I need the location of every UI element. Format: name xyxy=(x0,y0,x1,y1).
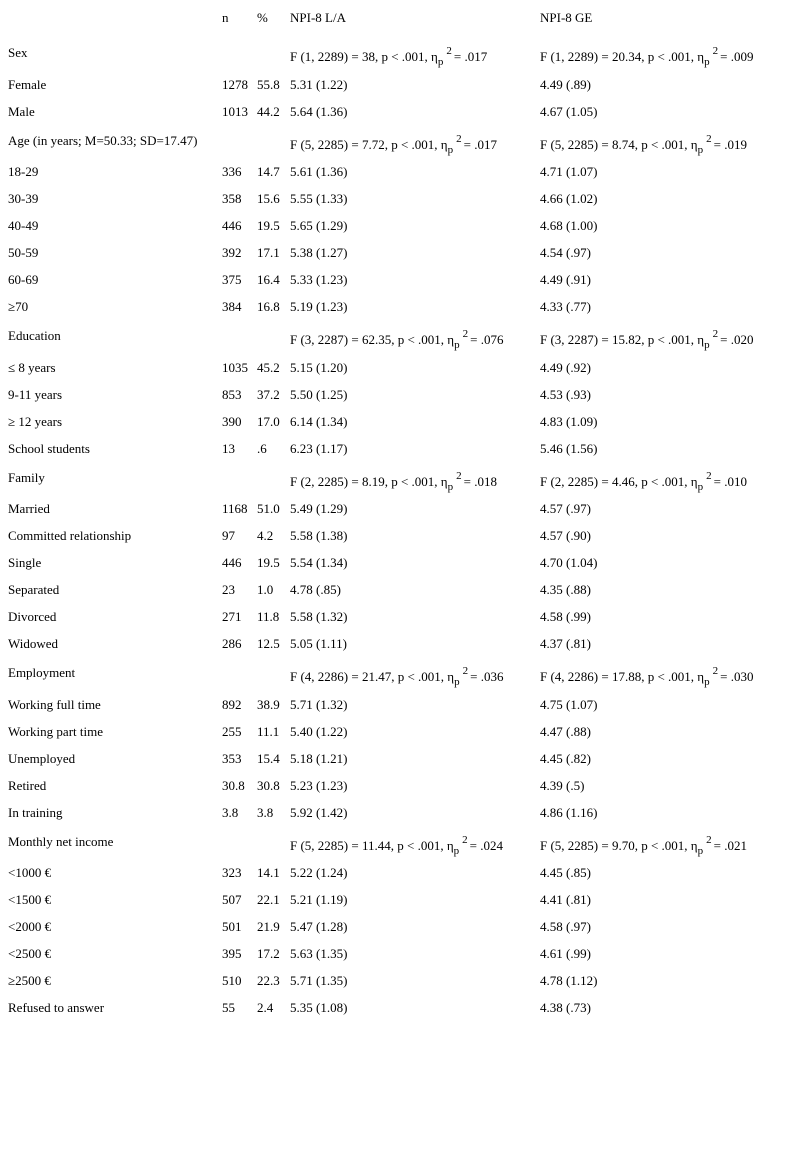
row-la-mean-sd: 5.35 (1.08) xyxy=(290,1000,348,1015)
row-label: <1500 € xyxy=(8,892,52,907)
row-la-mean-sd: 5.47 (1.28) xyxy=(290,919,348,934)
row-ge-mean-sd: 4.54 (.97) xyxy=(540,245,591,260)
row-ge-mean-sd: 4.83 (1.09) xyxy=(540,413,598,429)
row-la-mean-sd: 5.38 (1.27) xyxy=(290,245,348,260)
table-row xyxy=(0,768,791,795)
row-ge-mean-sd: 4.66 (1.02) xyxy=(540,191,598,206)
row-ge-mean-sd: 4.45 (.85) xyxy=(540,865,591,880)
ge-anova-stat xyxy=(540,328,753,351)
stat-value: = .076 xyxy=(470,332,504,347)
row-n: 286 xyxy=(222,636,242,651)
row-percent: 11.1 xyxy=(257,723,280,739)
table-row xyxy=(0,909,791,936)
stat-text: F (5, 2285) = 8.74, p < .001, η xyxy=(540,136,698,152)
stat-superscript: 2 xyxy=(446,45,452,57)
row-n: 358 xyxy=(222,191,242,206)
group-header-row xyxy=(0,121,791,155)
row-label: ≥70 xyxy=(8,299,29,314)
table-row xyxy=(0,404,791,431)
row-percent: 38.9 xyxy=(257,696,280,712)
row-percent: 17.2 xyxy=(257,946,280,961)
table-body xyxy=(0,33,791,1017)
row-la-mean-sd: 5.71 (1.35) xyxy=(290,973,348,988)
row-n: 853 xyxy=(222,386,242,402)
table-row xyxy=(0,795,791,822)
stat-subscript: p xyxy=(447,480,454,493)
row-label: Retired xyxy=(8,777,47,793)
stat-superscript: 2 xyxy=(712,45,719,57)
header-npi8-la: NPI-8 L/A xyxy=(290,10,346,25)
row-n: 13 xyxy=(222,440,235,456)
table-row xyxy=(0,990,791,1017)
stat-text: F (3, 2287) = 62.35, p < .001, η xyxy=(290,332,455,347)
la-anova-stat xyxy=(290,45,487,68)
stat-subscript: p xyxy=(454,676,460,688)
row-percent: 19.5 xyxy=(257,555,280,570)
group-header-row xyxy=(0,33,791,67)
stat-superscript: 2 xyxy=(462,328,469,340)
row-n: 30.8 xyxy=(222,777,245,793)
row-n: 323 xyxy=(222,865,242,880)
stat-text: F (2, 2285) = 4.46, p < .001, η xyxy=(540,473,698,489)
group-header-row xyxy=(0,822,791,856)
row-ge-mean-sd: 4.71 (1.07) xyxy=(540,164,598,179)
row-percent: 45.2 xyxy=(257,359,280,375)
row-n: 395 xyxy=(222,946,242,961)
stat-subscript: p xyxy=(697,143,704,156)
row-ge-mean-sd: 4.41 (.81) xyxy=(540,892,591,907)
row-percent: 51.0 xyxy=(257,501,280,516)
stat-text: F (4, 2286) = 21.47, p < .001, η xyxy=(290,669,455,684)
table-row xyxy=(0,855,791,882)
row-label: School students xyxy=(8,440,90,456)
row-la-mean-sd: 5.63 (1.35) xyxy=(290,946,348,961)
table-row xyxy=(0,262,791,289)
row-ge-mean-sd: 4.68 (1.00) xyxy=(540,218,598,233)
group-header-row xyxy=(0,458,791,492)
row-label: ≥ 12 years xyxy=(8,413,63,429)
stat-value: = .018 xyxy=(463,473,497,489)
row-n: 1168 xyxy=(222,501,248,516)
row-label: Married xyxy=(8,501,50,516)
row-ge-mean-sd: 4.86 (1.16) xyxy=(540,804,598,820)
row-label: Working full time xyxy=(8,696,101,712)
row-ge-mean-sd: 4.38 (.73) xyxy=(540,1000,591,1015)
row-la-mean-sd: 5.65 (1.29) xyxy=(290,218,348,233)
group-label: Age (in years; M=50.33; SD=17.47) xyxy=(8,132,198,148)
row-la-mean-sd: 5.19 (1.23) xyxy=(290,299,348,314)
row-label: Separated xyxy=(8,582,60,597)
row-ge-mean-sd: 4.75 (1.07) xyxy=(540,696,598,712)
stat-value: = .010 xyxy=(713,473,747,489)
row-percent: 4.2 xyxy=(257,528,274,543)
table-row xyxy=(0,963,791,990)
row-n: 271 xyxy=(222,609,242,624)
table-row xyxy=(0,289,791,316)
stat-subscript: p xyxy=(697,480,704,493)
row-label: Committed relationship xyxy=(8,528,132,543)
table-row xyxy=(0,626,791,653)
row-label: 60-69 xyxy=(8,272,39,287)
stat-superscript: 2 xyxy=(456,132,462,145)
stat-text: F (5, 2285) = 7.72, p < .001, η xyxy=(290,136,448,152)
row-percent: 16.8 xyxy=(257,299,280,314)
group-label: Sex xyxy=(8,45,28,60)
row-percent: 2.4 xyxy=(257,1000,274,1015)
row-n: 501 xyxy=(222,919,242,934)
row-n: 1035 xyxy=(222,359,248,375)
table-row xyxy=(0,377,791,404)
table-header-row xyxy=(0,0,791,33)
row-ge-mean-sd: 4.45 (.82) xyxy=(540,750,591,766)
row-ge-mean-sd: 4.49 (.92) xyxy=(540,359,591,375)
row-percent: 30.8 xyxy=(257,777,280,793)
row-n: 1278 xyxy=(222,76,248,92)
row-label: 18-29 xyxy=(8,164,39,179)
stat-value: = .020 xyxy=(720,332,754,347)
row-la-mean-sd: 5.21 (1.19) xyxy=(290,892,348,907)
row-n: 446 xyxy=(222,218,242,233)
stat-superscript: 2 xyxy=(706,132,712,145)
row-label: 9-11 years xyxy=(8,386,63,402)
row-la-mean-sd: 5.33 (1.23) xyxy=(290,272,348,287)
row-n: 390 xyxy=(222,413,242,429)
header-n: n xyxy=(222,10,229,25)
table-row xyxy=(0,181,791,208)
table-row xyxy=(0,741,791,768)
row-label: <2500 € xyxy=(8,946,52,961)
row-label: Working part time xyxy=(8,723,103,739)
row-n: 336 xyxy=(222,164,242,179)
row-n: 375 xyxy=(222,272,242,287)
row-percent: 22.1 xyxy=(257,892,280,907)
row-label: Male xyxy=(8,103,35,119)
stat-superscript: 2 xyxy=(456,469,462,482)
row-ge-mean-sd: 4.61 (.99) xyxy=(540,946,591,961)
stat-value: = .009 xyxy=(720,49,754,64)
group-label: Family xyxy=(8,469,45,485)
row-ge-mean-sd: 4.49 (.91) xyxy=(540,272,591,287)
la-anova-stat xyxy=(290,133,497,156)
stat-value: = .019 xyxy=(713,136,747,152)
row-label: Female xyxy=(8,76,47,92)
table-row xyxy=(0,936,791,963)
stat-text: F (5, 2285) = 11.44, p < .001, η xyxy=(290,837,454,853)
row-n: 97 xyxy=(222,528,235,543)
stat-text: F (3, 2287) = 15.82, p < .001, η xyxy=(540,332,705,347)
ge-anova-stat xyxy=(540,470,747,493)
row-ge-mean-sd: 4.35 (.88) xyxy=(540,582,591,597)
row-ge-mean-sd: 4.53 (.93) xyxy=(540,386,591,402)
row-la-mean-sd: 5.31 (1.22) xyxy=(290,76,348,92)
row-la-mean-sd: 6.14 (1.34) xyxy=(290,413,348,429)
row-label: Refused to answer xyxy=(8,1000,105,1015)
table-row xyxy=(0,350,791,377)
row-percent: 44.2 xyxy=(257,103,280,119)
row-ge-mean-sd: 4.57 (.97) xyxy=(540,501,591,516)
stat-text: F (2, 2285) = 8.19, p < .001, η xyxy=(290,473,448,489)
stat-superscript: 2 xyxy=(462,833,468,846)
stat-superscript: 2 xyxy=(712,665,719,677)
row-n: 392 xyxy=(222,245,242,260)
row-ge-mean-sd: 4.39 (.5) xyxy=(540,777,585,793)
row-n: 446 xyxy=(222,555,242,570)
stat-value: = .024 xyxy=(469,837,503,853)
ge-anova-stat xyxy=(540,45,753,68)
stat-superscript: 2 xyxy=(706,469,712,482)
stat-subscript: p xyxy=(704,676,710,688)
row-ge-mean-sd: 4.57 (.90) xyxy=(540,528,591,543)
group-label: Monthly net income xyxy=(8,833,114,849)
table-row xyxy=(0,687,791,714)
row-la-mean-sd: 5.55 (1.33) xyxy=(290,191,348,206)
row-percent: .6 xyxy=(257,440,267,456)
group-header-row xyxy=(0,316,791,350)
row-la-mean-sd: 4.78 (.85) xyxy=(290,582,341,597)
stat-value: = .017 xyxy=(453,49,488,64)
row-n: 353 xyxy=(222,750,242,766)
stat-superscript: 2 xyxy=(706,833,712,846)
row-percent: 12.5 xyxy=(257,636,280,651)
stat-subscript: p xyxy=(697,844,704,857)
row-la-mean-sd: 5.22 (1.24) xyxy=(290,865,348,880)
table-row xyxy=(0,431,791,458)
header-npi8-ge: NPI-8 GE xyxy=(540,10,593,25)
stat-text: F (1, 2289) = 20.34, p < .001, η xyxy=(540,49,705,64)
table-row xyxy=(0,94,791,121)
table-row xyxy=(0,882,791,909)
row-label: <2000 € xyxy=(8,919,52,934)
table-row xyxy=(0,599,791,626)
row-ge-mean-sd: 4.33 (.77) xyxy=(540,299,591,314)
row-label: In training xyxy=(8,804,63,820)
stat-superscript: 2 xyxy=(712,328,719,340)
stat-subscript: p xyxy=(453,844,460,857)
row-ge-mean-sd: 4.37 (.81) xyxy=(540,636,591,651)
row-percent: 17.0 xyxy=(257,413,280,429)
row-la-mean-sd: 5.58 (1.32) xyxy=(290,609,348,624)
row-ge-mean-sd: 5.46 (1.56) xyxy=(540,440,598,456)
row-n: 255 xyxy=(222,723,242,739)
table-row xyxy=(0,67,791,94)
group-label: Education xyxy=(8,328,61,343)
row-n: 3.8 xyxy=(222,804,239,820)
row-label: Single xyxy=(8,555,42,570)
row-label: ≥2500 € xyxy=(8,973,51,988)
row-la-mean-sd: 5.49 (1.29) xyxy=(290,501,348,516)
header-percent: % xyxy=(257,10,268,25)
row-n: 510 xyxy=(222,973,242,988)
la-anova-stat xyxy=(290,328,503,351)
row-la-mean-sd: 5.64 (1.36) xyxy=(290,103,348,119)
row-ge-mean-sd: 4.58 (.99) xyxy=(540,609,591,624)
row-percent: 1.0 xyxy=(257,582,274,597)
row-n: 1013 xyxy=(222,103,248,119)
row-percent: 19.5 xyxy=(257,218,280,233)
row-ge-mean-sd: 4.49 (.89) xyxy=(540,76,591,92)
stat-subscript: p xyxy=(454,339,460,351)
stat-value: = .017 xyxy=(463,136,497,152)
table-row xyxy=(0,545,791,572)
row-ge-mean-sd: 4.47 (.88) xyxy=(540,723,591,739)
stat-value: = .030 xyxy=(720,669,754,684)
table-row xyxy=(0,154,791,181)
row-label: ≤ 8 years xyxy=(8,359,56,375)
row-ge-mean-sd: 4.78 (1.12) xyxy=(540,973,598,988)
row-percent: 55.8 xyxy=(257,76,280,92)
la-anova-stat xyxy=(290,834,503,857)
table-row xyxy=(0,208,791,235)
row-label: 30-39 xyxy=(8,191,39,206)
row-ge-mean-sd: 4.67 (1.05) xyxy=(540,103,598,119)
row-la-mean-sd: 5.18 (1.21) xyxy=(290,750,348,766)
row-ge-mean-sd: 4.58 (.97) xyxy=(540,919,591,934)
row-la-mean-sd: 5.05 (1.11) xyxy=(290,636,347,651)
row-la-mean-sd: 5.15 (1.20) xyxy=(290,359,348,375)
row-percent: 15.6 xyxy=(257,191,280,206)
row-percent: 22.3 xyxy=(257,973,280,988)
stat-text: F (1, 2289) = 38, p < .001, η xyxy=(290,49,438,64)
row-la-mean-sd: 5.58 (1.38) xyxy=(290,528,348,543)
table-row xyxy=(0,491,791,518)
row-percent: 14.1 xyxy=(257,865,280,880)
row-label: Widowed xyxy=(8,636,59,651)
row-percent: 17.1 xyxy=(257,245,280,260)
row-label: 50-59 xyxy=(8,245,39,260)
row-label: Divorced xyxy=(8,609,57,624)
stat-text: F (4, 2286) = 17.88, p < .001, η xyxy=(540,669,705,684)
row-n: 892 xyxy=(222,696,242,712)
row-percent: 14.7 xyxy=(257,164,280,179)
row-ge-mean-sd: 4.70 (1.04) xyxy=(540,555,598,570)
group-label: Employment xyxy=(8,665,76,680)
stat-subscript: p xyxy=(704,339,710,351)
row-la-mean-sd: 5.54 (1.34) xyxy=(290,555,348,570)
table-row xyxy=(0,572,791,599)
la-anova-stat xyxy=(290,470,497,493)
row-la-mean-sd: 6.23 (1.17) xyxy=(290,440,348,456)
table-row xyxy=(0,714,791,741)
row-la-mean-sd: 5.61 (1.36) xyxy=(290,164,348,179)
row-la-mean-sd: 5.71 (1.32) xyxy=(290,696,348,712)
stat-subscript: p xyxy=(447,143,454,156)
row-la-mean-sd: 5.50 (1.25) xyxy=(290,386,348,402)
row-la-mean-sd: 5.92 (1.42) xyxy=(290,804,348,820)
row-label: 40-49 xyxy=(8,218,39,233)
row-la-mean-sd: 5.40 (1.22) xyxy=(290,723,348,739)
row-percent: 16.4 xyxy=(257,272,280,287)
row-percent: 37.2 xyxy=(257,386,280,402)
row-la-mean-sd: 5.23 (1.23) xyxy=(290,777,348,793)
stat-superscript: 2 xyxy=(462,665,469,677)
la-anova-stat xyxy=(290,665,503,688)
row-label: <1000 € xyxy=(8,865,52,880)
table-row xyxy=(0,518,791,545)
table-row xyxy=(0,235,791,262)
row-label: Unemployed xyxy=(8,750,76,766)
stat-value: = .021 xyxy=(713,837,747,853)
row-n: 384 xyxy=(222,299,242,314)
row-n: 23 xyxy=(222,582,235,597)
group-header-row xyxy=(0,653,791,687)
ge-anova-stat xyxy=(540,834,747,857)
ge-anova-stat xyxy=(540,133,747,156)
row-n: 55 xyxy=(222,1000,235,1015)
stat-value: = .036 xyxy=(470,669,504,684)
stat-text: F (5, 2285) = 9.70, p < .001, η xyxy=(540,837,698,853)
ge-anova-stat xyxy=(540,665,753,688)
stat-subscript: p xyxy=(437,56,444,68)
stat-subscript: p xyxy=(704,56,710,68)
row-percent: 3.8 xyxy=(257,804,274,820)
row-percent: 15.4 xyxy=(257,750,280,766)
row-percent: 21.9 xyxy=(257,919,280,934)
row-n: 507 xyxy=(222,892,242,907)
row-percent: 11.8 xyxy=(257,609,280,624)
